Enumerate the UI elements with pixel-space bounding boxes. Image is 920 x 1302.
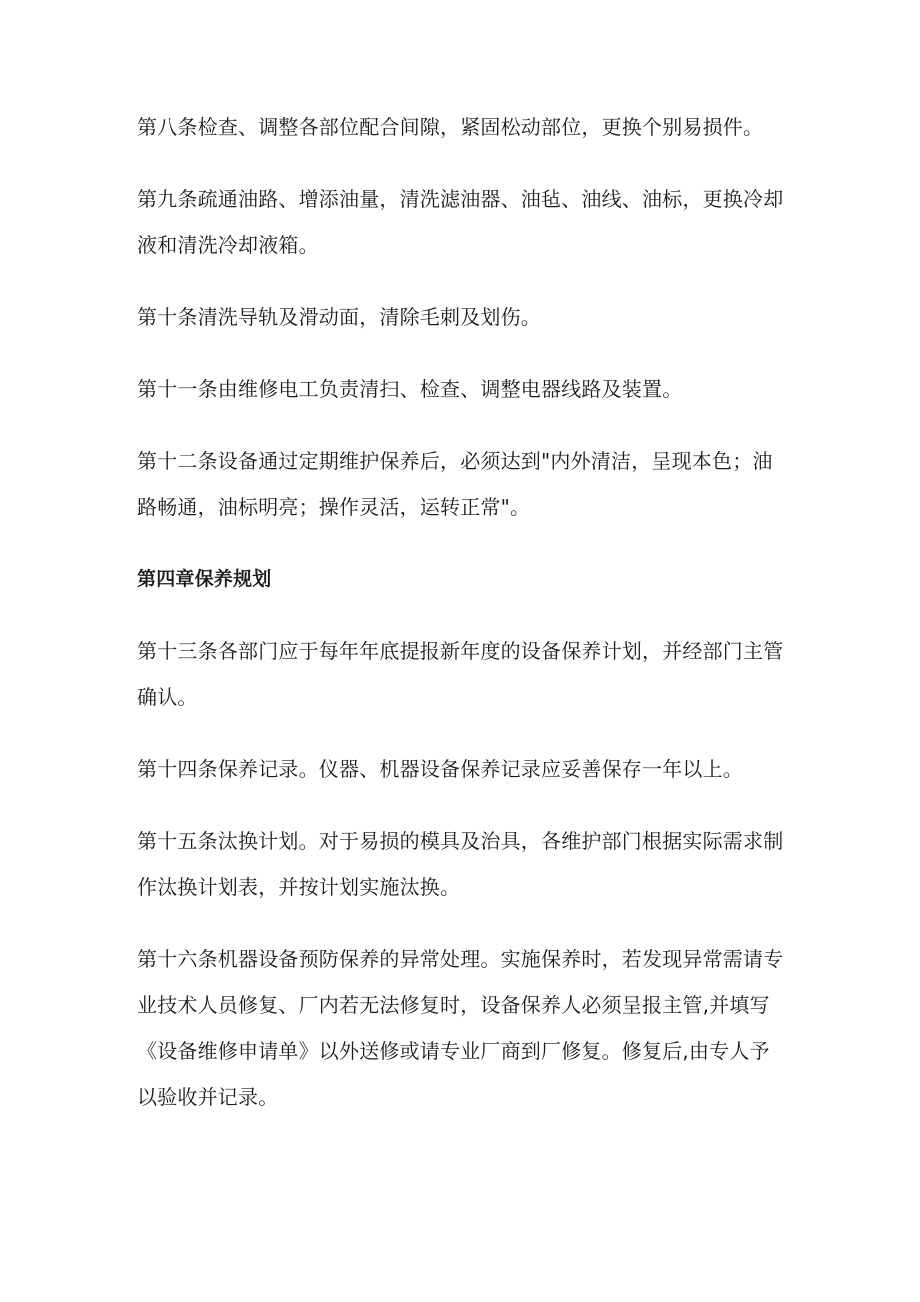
article-14-paragraph: 第十四条保养记录。仪器、机器设备保养记录应妥善保存一年以上。	[137, 757, 743, 781]
chapter-4-heading: 第四章保养规划	[137, 568, 272, 590]
article-10-paragraph: 第十条清洗导轨及滑动面，清除毛刺及划伤。	[137, 305, 541, 329]
article-11-paragraph: 第十一条由维修电工负责清扫、检查、调整电器线路及装置。	[137, 377, 683, 401]
article-16-paragraph: 第十六条机器设备预防保养的异常处理。实施保养时，若发现异常需请专业技术人员修复、厂内若无法修复时，设备保养人必须呈报主管,并填写《设备维修申请单》以外送修或请专业厂商到厂修复。修复后,由专人予以验收并记录。	[137, 947, 784, 1109]
article-15-paragraph: 第十五条汰换计划。对于易损的模具及治具，各维护部门根据实际需求制作汰换计划表，并按计划实施汰换。	[137, 829, 784, 899]
article-9-paragraph: 第九条疏通油路、增添油量，清洗滤油器、油毡、油线、油标，更换冷却液和清洗冷却液箱。	[137, 187, 784, 257]
document-body	[137, 104, 789, 1146]
article-13-paragraph: 第十三条各部门应于每年年底提报新年度的设备保养计划，并经部门主管确认。	[137, 639, 784, 709]
article-12-paragraph: 第十二条设备通过定期维护保养后，必须达到"内外清洁，呈现本色；油路畅通，油标明亮；操作灵活，运转正常"。	[137, 449, 773, 519]
article-8-paragraph: 第八条检查、调整各部位配合间隙，紧固松动部位，更换个别易损件。	[137, 115, 764, 139]
